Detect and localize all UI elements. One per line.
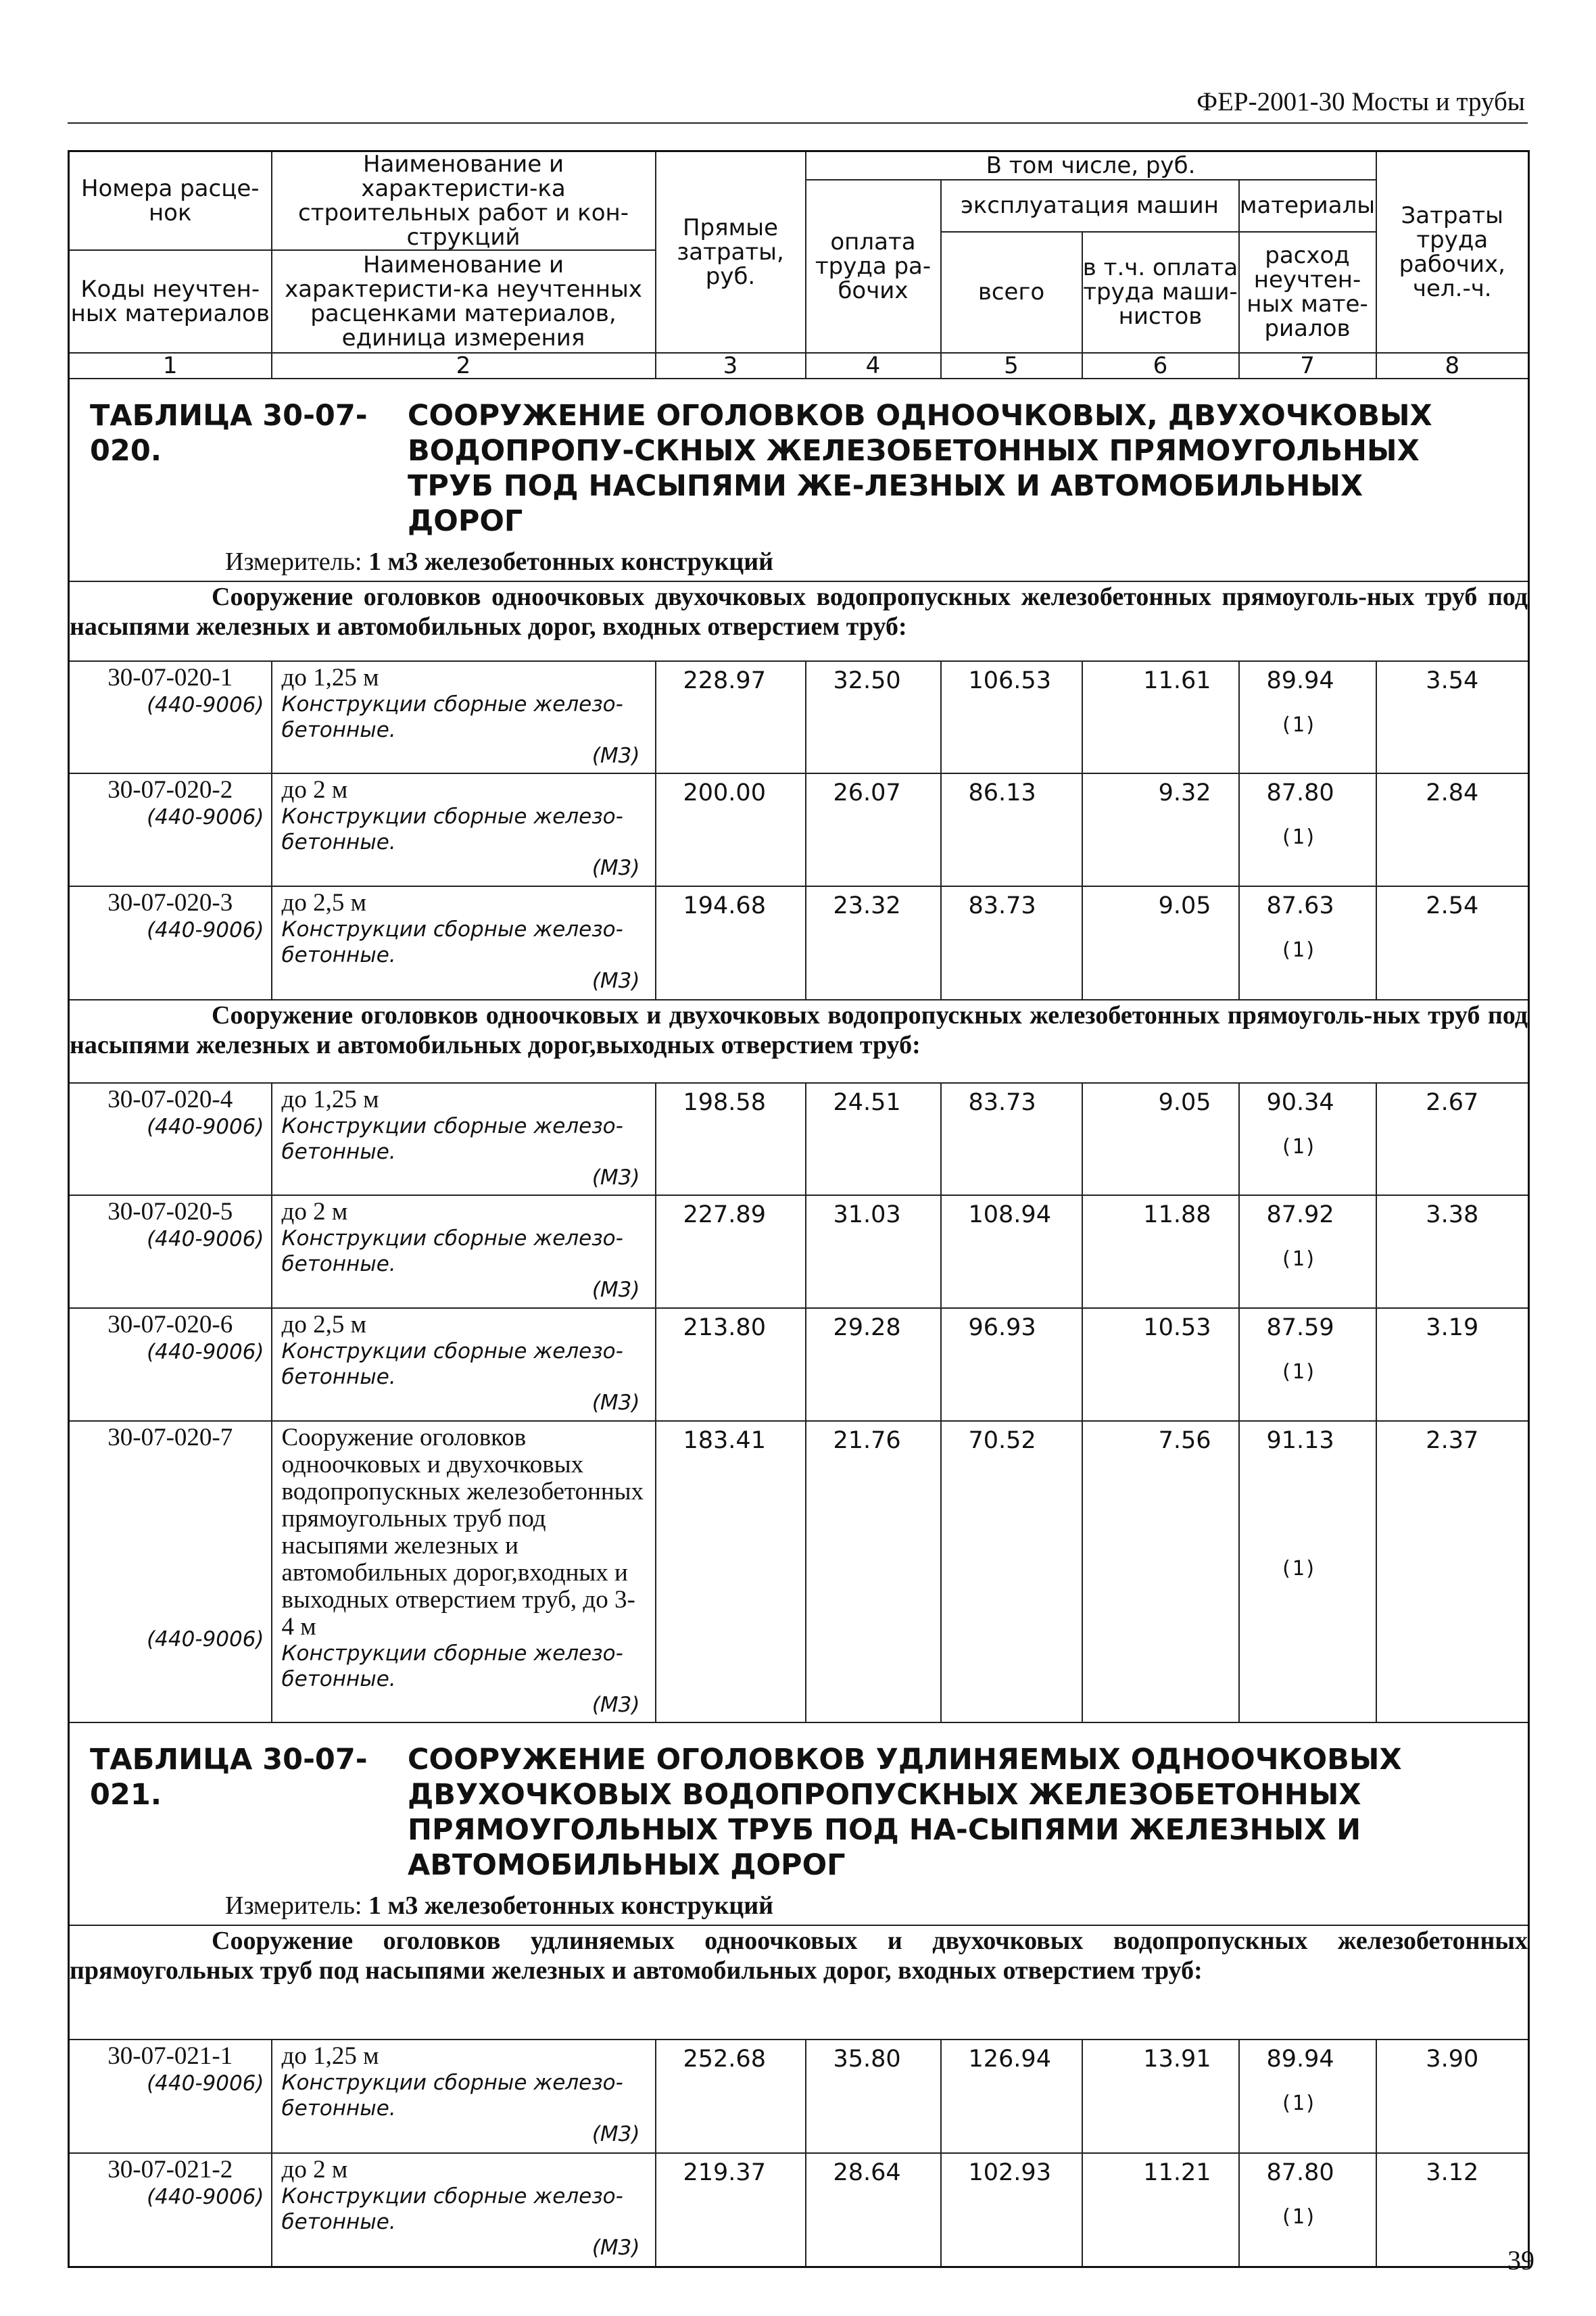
- col-number: 3: [656, 353, 806, 379]
- machinists-pay: 7.56: [1082, 1421, 1239, 1722]
- machinists-pay: 9.05: [1082, 1083, 1239, 1195]
- machinists-pay: 9.32: [1082, 773, 1239, 886]
- machinists-pay: 10.53: [1082, 1308, 1239, 1421]
- header-workers-pay: оплата труда ра-бочих: [806, 180, 941, 354]
- direct-cost: 219.37: [656, 2153, 806, 2267]
- materials-cost: 91.13 (1): [1239, 1421, 1376, 1722]
- workers-pay: 21.76: [806, 1421, 941, 1722]
- rate-description: до 1,25 м Конструкции сборные железо-бетонные. (М3): [272, 661, 656, 773]
- workers-pay: 26.07: [806, 773, 941, 886]
- table-heading-2: [69, 1722, 1529, 1925]
- machines-total: 102.93: [941, 2153, 1082, 2267]
- workers-pay: 28.64: [806, 2153, 941, 2267]
- machinists-pay: 11.88: [1082, 1195, 1239, 1308]
- header-machinists-pay: в т.ч. оплата труда маши-нистов: [1082, 232, 1239, 353]
- direct-cost: 200.00: [656, 773, 806, 886]
- col-number: 2: [272, 353, 656, 379]
- labor-hours: 2.54: [1376, 886, 1529, 1000]
- header-including-group: В том числе, руб.: [806, 151, 1376, 180]
- labor-hours: 2.84: [1376, 773, 1529, 886]
- header-labor-hours: Затраты труда рабочих, чел.-ч.: [1376, 151, 1529, 354]
- workers-pay: 24.51: [806, 1083, 941, 1195]
- col-number: 4: [806, 353, 941, 379]
- direct-cost: 183.41: [656, 1421, 806, 1722]
- materials-cost: 87.63 (1): [1239, 886, 1376, 1000]
- materials-cost: 89.94 (1): [1239, 2040, 1376, 2153]
- header-material-consumption: расход неучтен-ных мате-риалов: [1239, 232, 1376, 353]
- header-machines-group: эксплуатация машин: [941, 180, 1239, 232]
- header-machines-total: всего: [941, 232, 1082, 353]
- table-title: СООРУЖЕНИЕ ОГОЛОВКОВ ОДНООЧКОВЫХ, ДВУХОЧКОВЫХ ВОДОПРОПУ-СКНЫХ ЖЕЛЕЗОБЕТОННЫХ ПРЯМОУГОЛЬНЫХ ТРУБ ПОД НАСЫПЯМИ ЖЕ-ЛЕЗНЫХ И АВТОМОБИЛЬНЫХ ДОРОГ: [408, 399, 1432, 538]
- table-heading-1: [69, 379, 1529, 581]
- header-material-description: Наименование и характеристи-ка неучтенных расценками материалов, единица измерения: [272, 250, 656, 353]
- rates-table: [68, 150, 1530, 2268]
- rate-code-cell: 30-07-020-4 (440-9006): [69, 1083, 272, 1195]
- rate-code-cell: 30-07-021-1 (440-9006): [69, 2040, 272, 2153]
- machinists-pay: 13.91: [1082, 2040, 1239, 2153]
- col-number: 5: [941, 353, 1082, 379]
- col-number: 1: [69, 353, 272, 379]
- unit-of-measure: Измеритель: 1 м3 железобетонных конструкций: [225, 548, 774, 576]
- workers-pay: 29.28: [806, 1308, 941, 1421]
- rate-description: до 2,5 м Конструкции сборные железо-бетонные. (М3): [272, 1308, 656, 1421]
- direct-cost: 252.68: [656, 2040, 806, 2153]
- materials-cost: 87.59 (1): [1239, 1308, 1376, 1421]
- running-header: ФЕР-2001-30 Мосты и трубы: [68, 87, 1528, 124]
- materials-cost: 89.94 (1): [1239, 661, 1376, 773]
- rate-code-cell: 30-07-020-1 (440-9006): [69, 661, 272, 773]
- rate-code-cell: 30-07-020-7 (440-9006): [69, 1421, 272, 1722]
- header-materials-group: материалы: [1239, 180, 1376, 232]
- rate-code-cell: 30-07-020-5 (440-9006): [69, 1195, 272, 1308]
- workers-pay: 32.50: [806, 661, 941, 773]
- direct-cost: 194.68: [656, 886, 806, 1000]
- materials-cost: 87.80 (1): [1239, 773, 1376, 886]
- table-title: СООРУЖЕНИЕ ОГОЛОВКОВ УДЛИНЯЕМЫХ ОДНООЧКОВЫХ ДВУХОЧКОВЫХ ВОДОПРОПУСКНЫХ ЖЕЛЕЗОБЕТОННЫХ ПРЯМОУГОЛЬНЫХ ТРУБ ПОД НА-СЫПЯМИ ЖЕЛЕЗНЫХ И АВТОМОБИЛЬНЫХ ДОРОГ: [408, 1743, 1402, 1882]
- labor-hours: 2.67: [1376, 1083, 1529, 1195]
- machinists-pay: 11.61: [1082, 661, 1239, 773]
- header-direct-costs: Прямые затраты, руб.: [656, 151, 806, 354]
- rate-code-cell: 30-07-020-3 (440-9006): [69, 886, 272, 1000]
- table-number: ТАБЛИЦА 30-07-020.: [90, 399, 368, 468]
- workers-pay: 31.03: [806, 1195, 941, 1308]
- materials-cost: 87.92 (1): [1239, 1195, 1376, 1308]
- direct-cost: 213.80: [656, 1308, 806, 1421]
- machines-total: 108.94: [941, 1195, 1082, 1308]
- labor-hours: 2.37: [1376, 1421, 1529, 1722]
- labor-hours: 3.54: [1376, 661, 1529, 773]
- col-number: 8: [1376, 353, 1529, 379]
- workers-pay: 23.32: [806, 886, 941, 1000]
- rate-code-cell: 30-07-020-2 (440-9006): [69, 773, 272, 886]
- materials-cost: 87.80 (1): [1239, 2153, 1376, 2267]
- machinists-pay: 11.21: [1082, 2153, 1239, 2267]
- direct-cost: 228.97: [656, 661, 806, 773]
- section-heading: Сооружение оголовков удлиняемых одноочковых и двухочковых водопропускных железобетонных прямоугольных труб под насыпями железных и автомобильных дорог, входных отверстием труб:: [69, 1925, 1529, 2040]
- rate-description: до 2,5 м Конструкции сборные железо-бетонные. (М3): [272, 886, 656, 1000]
- machines-total: 83.73: [941, 886, 1082, 1000]
- direct-cost: 198.58: [656, 1083, 806, 1195]
- rate-code-cell: 30-07-021-2 (440-9006): [69, 2153, 272, 2267]
- rate-description: до 2 м Конструкции сборные железо-бетонные. (М3): [272, 2153, 656, 2267]
- table-number: ТАБЛИЦА 30-07-021.: [90, 1743, 368, 1812]
- workers-pay: 35.80: [806, 2040, 941, 2153]
- machines-total: 86.13: [941, 773, 1082, 886]
- header-material-codes: Коды неучтен-ных материалов: [69, 250, 272, 353]
- rate-description: до 1,25 м Конструкции сборные железо-бетонные. (М3): [272, 1083, 656, 1195]
- header-rate-number: Номера расце-нок: [69, 151, 272, 251]
- labor-hours: 3.38: [1376, 1195, 1529, 1308]
- unit-of-measure: Измеритель: 1 м3 железобетонных конструкций: [225, 1891, 774, 1920]
- rate-code-cell: 30-07-020-6 (440-9006): [69, 1308, 272, 1421]
- rate-description: до 1,25 м Конструкции сборные железо-бетонные. (М3): [272, 2040, 656, 2153]
- machines-total: 70.52: [941, 1421, 1082, 1722]
- section-heading: Сооружение оголовков одноочковых и двухочковых водопропускных железобетонных прямоуголь-ных труб под насыпями железных и автомобильных дорог,выходных отверстием труб:: [69, 1000, 1529, 1083]
- rate-description: Сооружение оголовков одноочковых и двухочковых водопропускных железобетонных прямоугольных труб под насыпями железных и автомобильных дорог,входных и выходных отверстием труб, до 3-4 м Конструкции сборные железо-бетонные. (М3): [272, 1421, 656, 1722]
- machines-total: 106.53: [941, 661, 1082, 773]
- machines-total: 83.73: [941, 1083, 1082, 1195]
- col-number: 7: [1239, 353, 1376, 379]
- labor-hours: 3.19: [1376, 1308, 1529, 1421]
- direct-cost: 227.89: [656, 1195, 806, 1308]
- materials-cost: 90.34 (1): [1239, 1083, 1376, 1195]
- machines-total: 126.94: [941, 2040, 1082, 2153]
- page-number: 39: [1507, 2245, 1534, 2275]
- header-work-description: Наименование и характеристи-ка строительных работ и кон-струкций: [272, 151, 656, 251]
- rate-description: до 2 м Конструкции сборные железо-бетонные. (М3): [272, 773, 656, 886]
- section-heading: Сооружение оголовков одноочковых двухочковых водопропускных железобетонных прямоуголь-ных труб под насыпями железных и автомобильных дорог, входных отверстием труб:: [69, 581, 1529, 661]
- machines-total: 96.93: [941, 1308, 1082, 1421]
- labor-hours: 3.12: [1376, 2153, 1529, 2267]
- rate-description: до 2 м Конструкции сборные железо-бетонные. (М3): [272, 1195, 656, 1308]
- col-number: 6: [1082, 353, 1239, 379]
- labor-hours: 3.90: [1376, 2040, 1529, 2153]
- machinists-pay: 9.05: [1082, 886, 1239, 1000]
